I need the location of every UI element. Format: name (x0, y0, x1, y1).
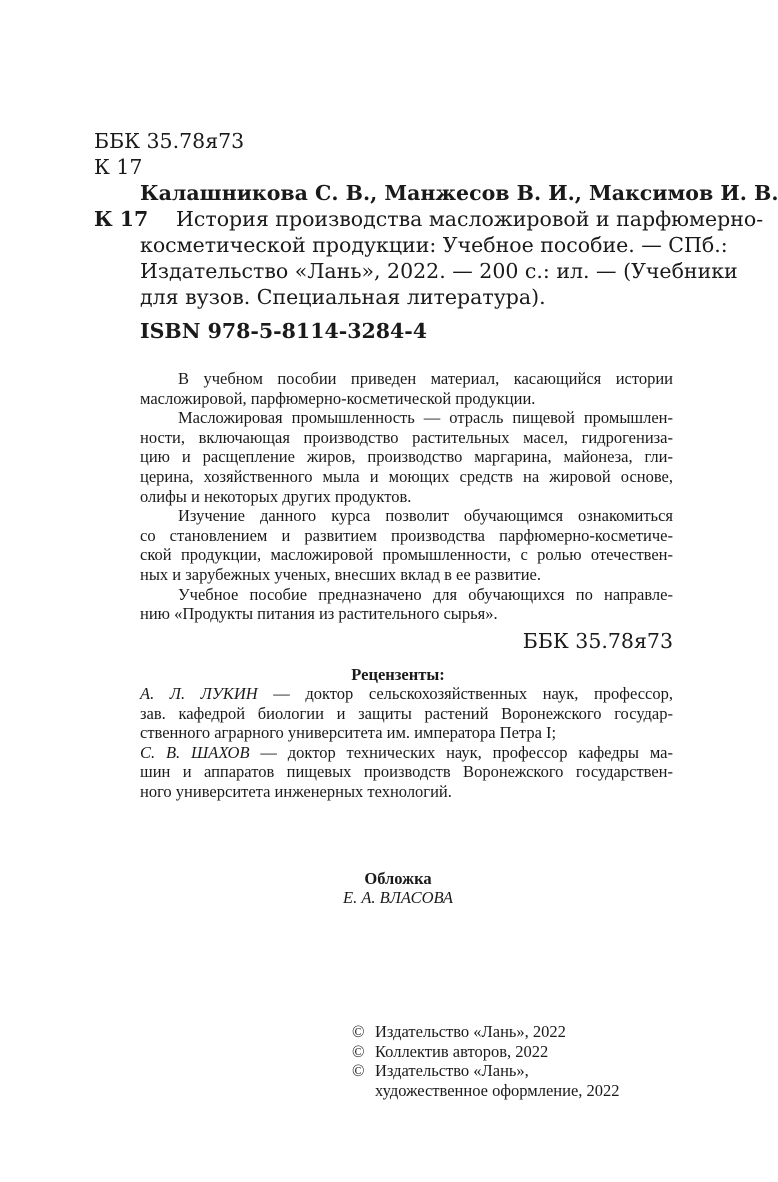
annotation-line: ской продукции, масложировой промышленности, с ролью отечествен- (140, 545, 673, 565)
biblio-line: Издательство «Лань», 2022. — 200 с.: ил. — (Учебники (140, 259, 738, 283)
copyright-line: художественное оформление, 2022 (375, 1080, 620, 1100)
annotation-line: Изучение данного курса позволит обучающимся ознакомиться (178, 506, 673, 526)
reviewers-list (140, 684, 673, 802)
reviewer-2-line: шин и аппаратов пищевых производств Воронежского государствен- (140, 762, 673, 782)
annotation-line: ных и зарубежных ученых, внесших вклад в ее развитие. (140, 564, 541, 584)
author-mark-top: К 17 (94, 155, 143, 179)
copyright-line: © Издательство «Лань», 2022 (352, 1022, 566, 1041)
copyright-block (352, 1022, 682, 1100)
reviewer-2-line: С. В. ШАХОВ — доктор технических наук, профессор кафедры ма- (140, 742, 673, 762)
copyright-line: © Коллектив авторов, 2022 (352, 1041, 549, 1061)
reviewer-1-line: ственного аграрного университета им. императора Петра I; (140, 723, 557, 743)
biblio-line: для вузов. Специальная литература). (140, 285, 546, 309)
annotation-line: В учебном пособии приведен материал, касающийся истории (178, 369, 673, 388)
cover-heading: Обложка (364, 869, 432, 888)
annotation-line: цию и расщепление жиров, производство маргарина, майонеза, гли- (140, 447, 673, 467)
annotation-line: олифы и некоторых других продуктов. (140, 486, 412, 506)
annotation-line: ности, включающая производство растительных масел, гидрогениза- (140, 427, 673, 447)
reviewers-heading: Рецензенты: (351, 665, 445, 684)
reviewer-1-line: А. Л. ЛУКИН — доктор сельскохозяйственных наук, профессор, (140, 684, 673, 703)
biblio-line: косметической продукции: Учебное пособие. — СПб.: (140, 233, 728, 257)
bbk-code-top: ББК 35.78я73 (94, 129, 245, 153)
authors-line: Калашникова С. В., Манжесов В. И., Максимов И. В. (140, 181, 778, 205)
bbk-code-bottom: ББК 35.78я73 (522, 629, 673, 653)
cover-designer: Е. А. ВЛАСОВА (342, 888, 454, 907)
copyright-icon: © (352, 1041, 365, 1061)
annotation-text (140, 369, 673, 624)
reviewer-2-line: ного университета инженерных технологий. (140, 781, 452, 801)
reviewer-1-name: А. Л. ЛУКИН (140, 684, 258, 703)
annotation-line: со становлением и развитием производства парфюмерно-косметиче- (140, 525, 673, 545)
bibliographic-description (140, 206, 764, 310)
annotation-line: Масложировая промышленность — отрасль пищевой промышлен- (178, 408, 673, 428)
annotation-line: церина, хозяйственного мыла и моющих средств на жировой основе, (140, 466, 673, 486)
reviewer-2-name: С. В. ШАХОВ (140, 742, 250, 762)
copyright-icon: © (352, 1022, 365, 1041)
annotation-line: нию «Продукты питания из растительного сырья». (140, 604, 498, 624)
copyright-icon: © (352, 1061, 365, 1081)
annotation-line: масложировой, парфюмерно-косметической продукции. (140, 388, 536, 408)
isbn: ISBN 978-5-8114-3284-4 (140, 319, 428, 343)
annotation-line: Учебное пособие предназначено для обучающихся по направле- (178, 584, 673, 604)
reviewer-1-line: зав. кафедрой биологии и защиты растений Воронежского государ- (140, 703, 673, 723)
biblio-line: История производства масложировой и парфюмерно- (176, 207, 764, 231)
author-mark: К 17 (94, 207, 149, 231)
copyright-line: © Издательство «Лань», (352, 1061, 529, 1081)
